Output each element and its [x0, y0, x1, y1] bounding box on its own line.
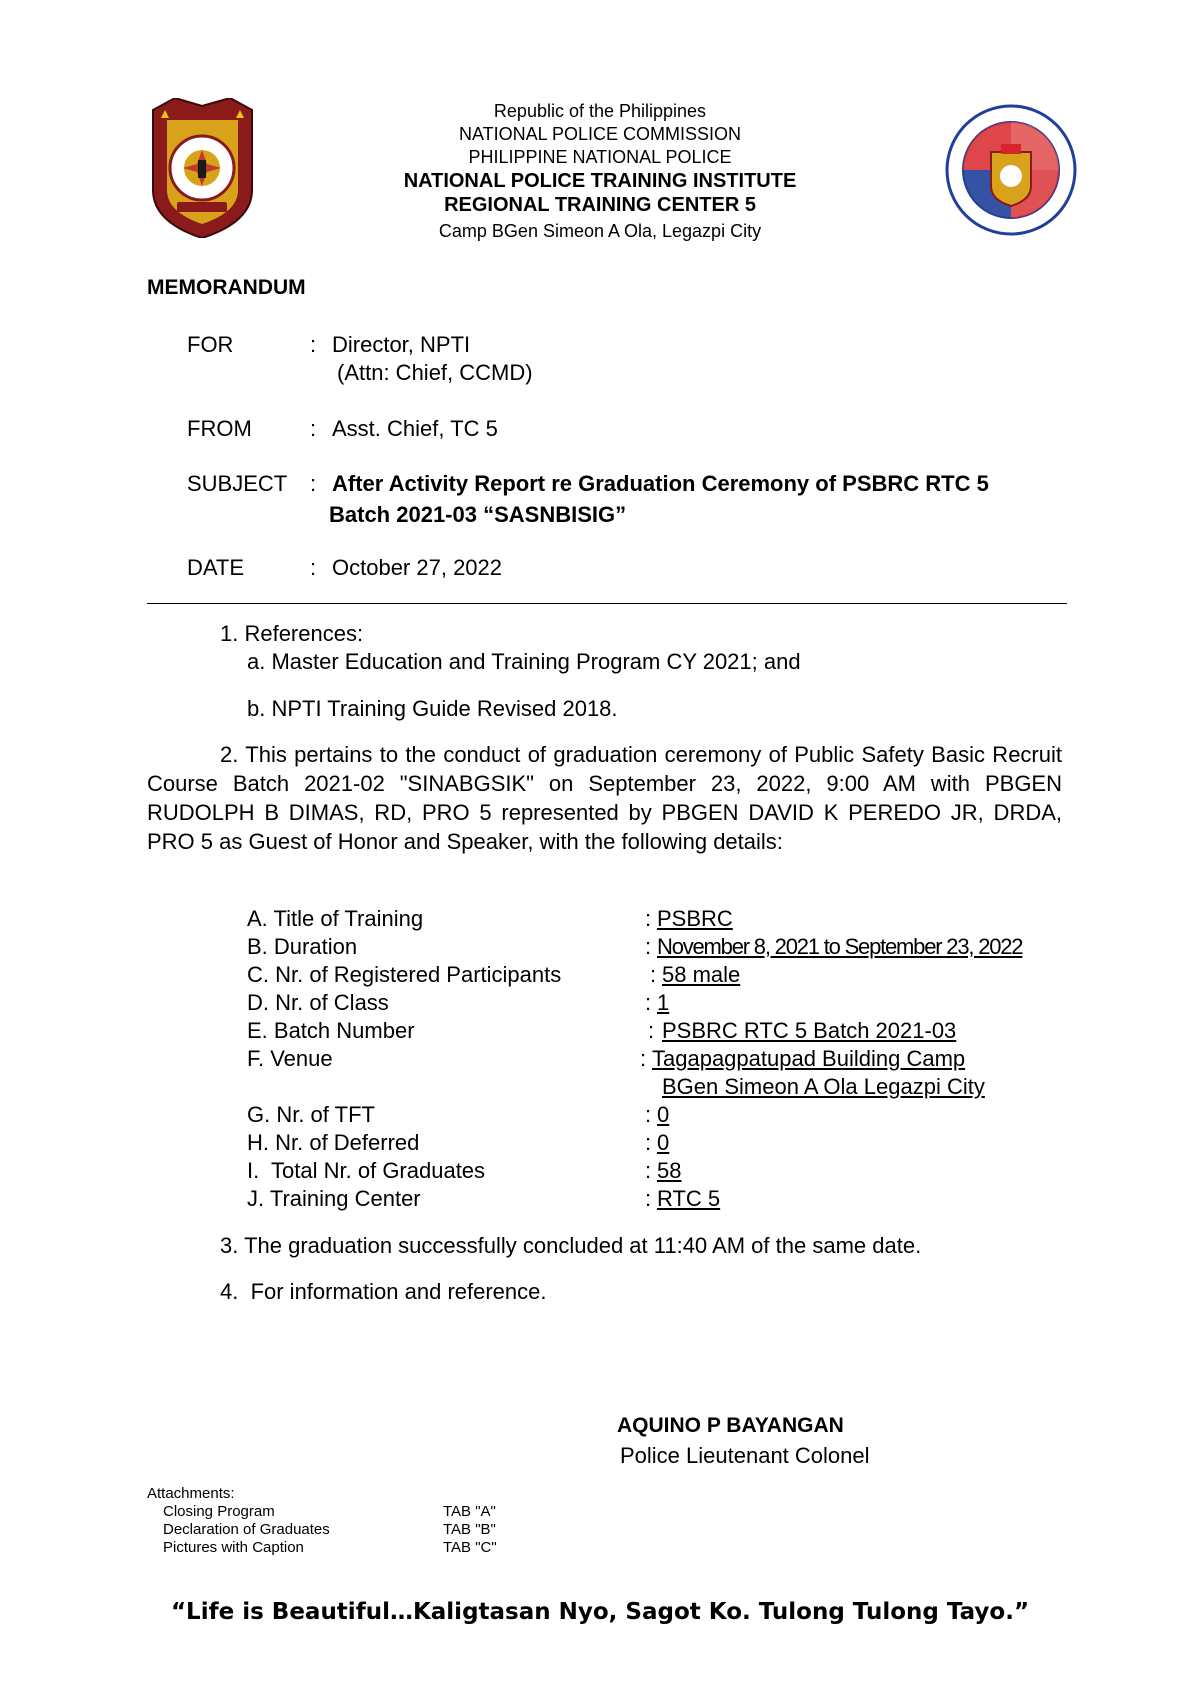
- detail-colon-j: :: [645, 1186, 652, 1211]
- header-rtc: REGIONAL TRAINING CENTER 5: [444, 194, 756, 216]
- detail-value-f-line2: BGen Simeon A Ola Legazpi City: [662, 1074, 985, 1099]
- header-address: Camp BGen Simeon A Ola, Legazpi City: [438, 221, 762, 241]
- detail-colon-f: :: [640, 1046, 647, 1071]
- for-label: FOR: [187, 332, 234, 357]
- detail-colon-h: :: [645, 1130, 652, 1155]
- detail-label-d: D. Nr. of Class: [247, 990, 389, 1015]
- detail-label-c: C. Nr. of Registered Participants: [247, 962, 562, 987]
- detail-value-j: RTC 5: [657, 1186, 721, 1211]
- detail-colon-b: :: [645, 934, 652, 959]
- header-pnp: PHILIPPINE NATIONAL POLICE: [468, 147, 732, 167]
- from-value: Asst. Chief, TC 5: [332, 416, 498, 441]
- separator-rule: [147, 603, 1067, 604]
- attachments-title: Attachments:: [147, 1485, 235, 1502]
- detail-value-i: 58: [657, 1158, 682, 1183]
- attachment-tab: TAB "C": [443, 1539, 497, 1556]
- for-value: Director, NPTI: [332, 332, 471, 357]
- detail-value-e: PSBRC RTC 5 Batch 2021-03: [662, 1018, 957, 1043]
- references-heading: 1. References:: [220, 621, 364, 646]
- subject-label: SUBJECT: [187, 471, 288, 496]
- header-napolcom: NATIONAL POLICE COMMISSION: [458, 124, 742, 144]
- detail-value-a: PSBRC: [657, 906, 733, 931]
- subject-line-1: After Activity Report re Graduation Ceremony of PSBRC RTC 5: [332, 471, 989, 496]
- subject-line-2: Batch 2021-03 “SASNBISIG”: [329, 502, 627, 527]
- paragraph-3: 3. The graduation successfully concluded at 11:40 AM of the same date.: [220, 1233, 922, 1258]
- attachment-name: Closing Program: [163, 1503, 275, 1520]
- detail-colon-g: :: [645, 1102, 652, 1127]
- detail-colon-d: :: [645, 990, 652, 1015]
- footer-motto: “Life is Beautiful…Kaligtasan Nyo, Sagot Ko. Tulong Tulong Tayo.”: [170, 1599, 1030, 1625]
- header-npti: NATIONAL POLICE TRAINING INSTITUTE: [403, 170, 797, 192]
- detail-colon-a: :: [645, 906, 652, 931]
- detail-value-c: 58 male: [662, 962, 741, 987]
- date-colon: :: [310, 555, 317, 580]
- detail-value-b: November 8, 2021 to September 23, 2022: [657, 934, 1023, 959]
- detail-colon-i: :: [645, 1158, 652, 1183]
- from-label: FROM: [187, 416, 252, 441]
- reference-b: b. NPTI Training Guide Revised 2018.: [247, 696, 618, 721]
- detail-value-f: Tagapagpatupad Building Camp: [652, 1046, 966, 1071]
- attachment-name: Pictures with Caption: [163, 1539, 304, 1556]
- attachment-tab: TAB "B": [443, 1521, 496, 1538]
- date-value: October 27, 2022: [332, 555, 503, 580]
- detail-value-h: 0: [657, 1130, 670, 1155]
- date-label: DATE: [187, 555, 245, 580]
- paragraph-2: 2. This pertains to the conduct of graduation ceremony of Public Safety Basic Recruit Course Batch 2021-02 "SINABGSIK" on September 23, 2022, 9:00 AM with PBGEN RUDOLPH B DIMAS, RD, PRO 5 represented by PBGEN DAVID K PEREDO JR, DRDA, PRO 5 as Guest of Honor and Speaker, with the following details:: [147, 742, 1062, 854]
- header-republic: Republic of the Philippines: [493, 101, 707, 121]
- detail-label-j: J. Training Center: [247, 1186, 421, 1211]
- detail-label-a: A. Title of Training: [247, 906, 424, 931]
- detail-label-i: I. Total Nr. of Graduates: [247, 1158, 486, 1183]
- detail-label-g: G. Nr. of TFT: [247, 1102, 375, 1127]
- detail-label-h: H. Nr. of Deferred: [247, 1130, 420, 1155]
- memo-heading: MEMORANDUM: [147, 276, 306, 299]
- attachment-name: Declaration of Graduates: [163, 1521, 330, 1538]
- for-colon: :: [310, 332, 317, 357]
- detail-value-g: 0: [657, 1102, 670, 1127]
- detail-colon-e: :: [648, 1018, 655, 1043]
- subject-colon: :: [310, 471, 317, 496]
- reference-a: a. Master Education and Training Program CY 2021; and: [247, 649, 801, 674]
- paragraph-4: 4. For information and reference.: [220, 1279, 547, 1304]
- detail-value-d: 1: [657, 990, 670, 1015]
- detail-colon-c: :: [650, 962, 657, 987]
- signatory-rank: Police Lieutenant Colonel: [620, 1443, 870, 1468]
- signatory-name: AQUINO P BAYANGAN: [617, 1414, 844, 1437]
- for-attn: (Attn: Chief, CCMD): [337, 360, 533, 385]
- detail-label-e: E. Batch Number: [247, 1018, 415, 1043]
- detail-label-f: F. Venue: [247, 1046, 333, 1071]
- attachment-tab: TAB "A": [443, 1503, 496, 1520]
- from-colon: :: [310, 416, 317, 441]
- detail-label-b: B. Duration: [247, 934, 358, 959]
